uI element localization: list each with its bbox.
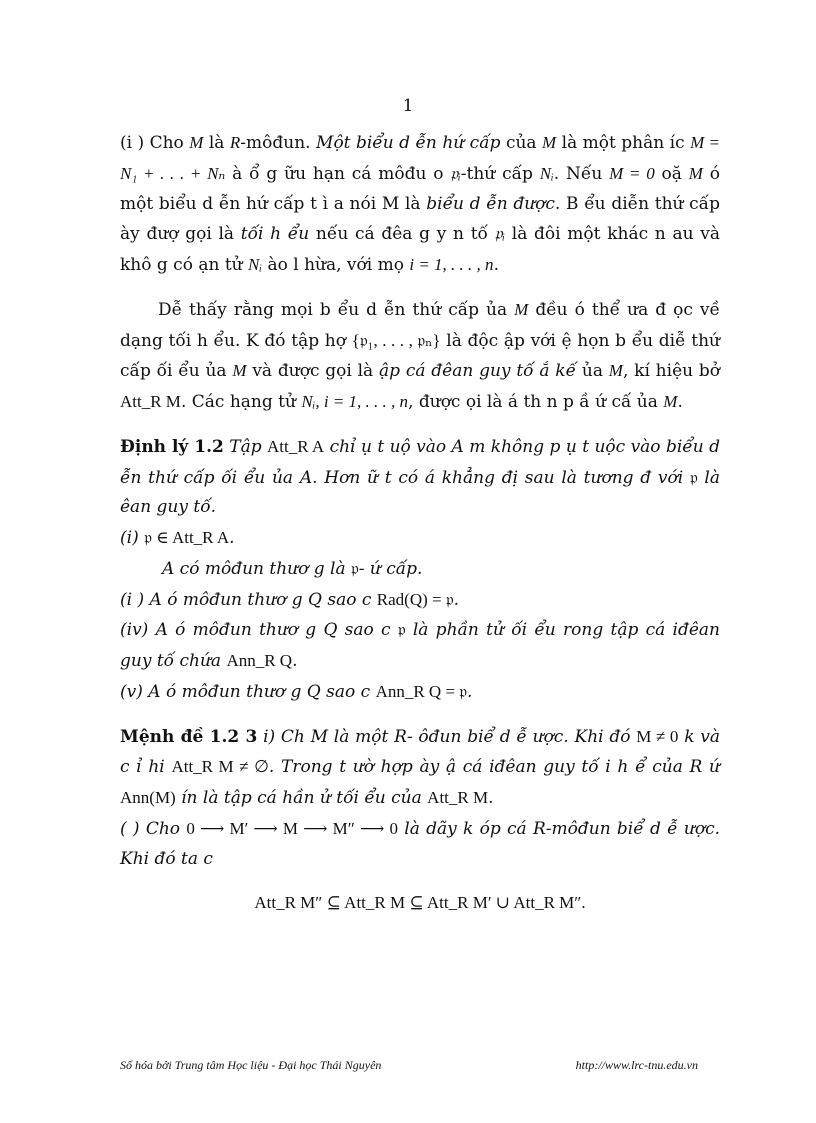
text-run: là êan guy tố. xyxy=(120,467,720,518)
text-run: A ó môđun thươ g Q sao c xyxy=(149,589,377,610)
item-label: (v) xyxy=(120,681,149,702)
item-label: (i ) xyxy=(120,589,150,610)
math-inline: M xyxy=(514,299,529,319)
theorem-item-i xyxy=(120,523,720,554)
math-inline: Rad(Q) = 𝔭 xyxy=(376,589,454,609)
text-run: . xyxy=(229,528,235,548)
text-run: , kí hiệu bở xyxy=(622,361,720,382)
math-inline: Ann(M) xyxy=(120,788,176,807)
footer-url[interactable]: http://www.lrc-tnu.edu.vn xyxy=(575,1058,698,1072)
theorem-item-v xyxy=(120,677,720,708)
math-inline: M xyxy=(608,361,623,381)
math-inline: 𝔭 ∈ Att_R A xyxy=(144,528,230,547)
math-inline: Att_R M xyxy=(427,788,489,807)
text-run: -môđun. xyxy=(240,133,317,153)
footer-source: Số hóa bởi Trung tâm Học liệu - Đại học Thái Nguyên xyxy=(120,1058,382,1072)
math-inline: M xyxy=(663,392,678,411)
text-run: . xyxy=(677,392,683,412)
proposition-1-2-3 xyxy=(120,722,720,814)
math-inline: M xyxy=(232,361,247,381)
math-inline: Att_R M ≠ ∅ xyxy=(171,757,269,777)
math-inline: 0 ⟶ M′ ⟶ M ⟶ M″ ⟶ 0 xyxy=(186,818,398,838)
text-run: và được gọi là xyxy=(246,361,379,382)
text-run: . xyxy=(467,681,473,702)
text-run: A có môđun thươ g là xyxy=(162,558,352,579)
text-run: ín là tập cá hần ử tối ểu của xyxy=(175,788,428,808)
text-run: ào l hừa, với mọ xyxy=(262,255,410,275)
text-run: i) Ch M là một R- ôđun biể d ễ ược. Khi đó xyxy=(257,726,637,747)
math-inline: 𝔭 xyxy=(397,620,406,640)
math-inline: Nᵢ xyxy=(539,163,554,183)
text-run: Dễ thấy rằng mọi b ểu d ễn thứ cấp ủa xyxy=(158,299,515,320)
math-inline: M ≠ 0 xyxy=(636,726,679,746)
page-content xyxy=(120,128,720,918)
text-run: . xyxy=(292,651,298,671)
definition-paragraph xyxy=(120,128,720,281)
proposition-heading: Mệnh đề 1.2 3 xyxy=(120,726,258,747)
text-run: ủa xyxy=(576,361,609,382)
text-run: . xyxy=(493,255,499,275)
text-run: , được ọi là á th n p ầ ứ cấ ủa xyxy=(408,392,664,412)
definition-label: (i ) xyxy=(120,133,145,153)
defined-term: biểu d ễn được xyxy=(426,193,555,214)
theorem-item-ii xyxy=(120,554,720,585)
text-run: nếu cá đêa g y n tố xyxy=(309,224,495,245)
page-number: 1 xyxy=(402,96,414,116)
math-inline: Nᵢ, i = 1, . . . , n xyxy=(301,392,409,411)
item-label: ( ) xyxy=(120,818,146,839)
theorem-heading: Định lý 1.2 xyxy=(120,436,224,457)
text-run: -thứ cấp xyxy=(460,163,540,184)
text-run: là đôi một khác n au và khô g có ạn tử xyxy=(120,224,720,275)
math-inline: Att_R M xyxy=(120,392,181,411)
text-run: Cho xyxy=(145,818,187,839)
text-run: - ứ cấp. xyxy=(358,558,423,579)
theorem-1-2 xyxy=(120,432,720,523)
paragraph-attached-primes xyxy=(120,295,720,418)
math-inline: Ann_R Q = 𝔭 xyxy=(375,681,467,701)
text-run: chỉ ụ t uộ vào A m không p ụ t uộc vào biểu d ễn thứ cấp ối ểu ủa A. Hơn ữ t có á khẳng đị sau là tương đ với xyxy=(120,436,720,488)
text-run: là xyxy=(203,133,230,153)
math-inline: Att_R A xyxy=(267,436,325,456)
text-run: . Nếu xyxy=(553,163,610,184)
text-run: . B ểu diễn thứ cấp ày đượ gọi là xyxy=(120,193,720,245)
item-label: (iv) xyxy=(120,620,156,641)
math-inline: M xyxy=(542,133,557,152)
text-run: của xyxy=(500,133,543,153)
text-run: A ó môđun thươ g Q sao c xyxy=(148,681,376,702)
text-run: oặ xyxy=(654,163,689,184)
text-run: Cho xyxy=(144,133,190,153)
math-inline: M = N₁ + . . . + Nₙ xyxy=(120,133,721,183)
text-run: k và c ỉ hi xyxy=(120,726,720,778)
text-run: là phần tử ối ểu rong tập cá iđêan guy tố chứa xyxy=(120,620,721,671)
math-inline: Nᵢ xyxy=(248,255,263,274)
text-run: . Các hạng tử xyxy=(180,392,302,412)
text-run: là dãy k óp cá R-môđun biể d ễ ược. Khi đó ta c xyxy=(120,818,721,869)
proposition-part-ii xyxy=(120,814,720,875)
defined-term: tối h ểu xyxy=(240,224,310,245)
text-run: Tập xyxy=(223,436,268,457)
math-inline: M xyxy=(688,163,703,183)
text-run: A ó môđun thươ g Q sao c xyxy=(155,620,398,641)
text-run: đều ó thể ưa đ ọc về dạng tối h ểu. K đó tập hợ xyxy=(120,299,720,351)
text-run: là một phân íc xyxy=(556,133,691,153)
math-inline: M = 0 xyxy=(609,163,655,183)
display-formula: Att_R M″ ⊆ Att_R M ⊆ Att_R M′ ∪ Att_R M″. xyxy=(254,893,586,913)
text-run: . Trong t ườ hợp ày ậ cá iđêan guy tố i h ể của R ứ xyxy=(268,757,720,778)
theorem-item-iv xyxy=(120,615,720,677)
math-inline: {𝔭₁, . . . , 𝔭ₙ} xyxy=(351,330,441,350)
theorem-item-iii xyxy=(120,585,720,616)
math-inline: 𝔭ᵢ xyxy=(494,224,506,244)
defined-term: ập cá đêan guy tố ắ kế xyxy=(379,361,577,382)
item-label: (i) xyxy=(120,528,145,548)
math-inline: R xyxy=(229,133,241,152)
text-run: là độc ập với ệ họn b ểu diễ thứ cấp ối ểu ủa xyxy=(120,330,720,382)
math-inline: M xyxy=(189,133,204,152)
text-run: . xyxy=(453,589,459,610)
text-run: ó một biểu d ễn hứ cấp t ì a nói M là xyxy=(120,163,721,214)
text-run: à ổ g ữu hạn cá môđu o xyxy=(225,163,451,184)
text-run: . xyxy=(488,788,494,808)
math-inline: 𝔭ᵢ xyxy=(450,163,461,183)
defined-term: Một biểu d ễn hứ cấp xyxy=(316,133,501,153)
math-inline: 𝔭 xyxy=(351,558,359,578)
math-inline: 𝔭 xyxy=(689,467,698,487)
math-inline: Ann_R Q xyxy=(226,651,293,670)
math-inline: i = 1, . . . , n xyxy=(409,255,494,274)
